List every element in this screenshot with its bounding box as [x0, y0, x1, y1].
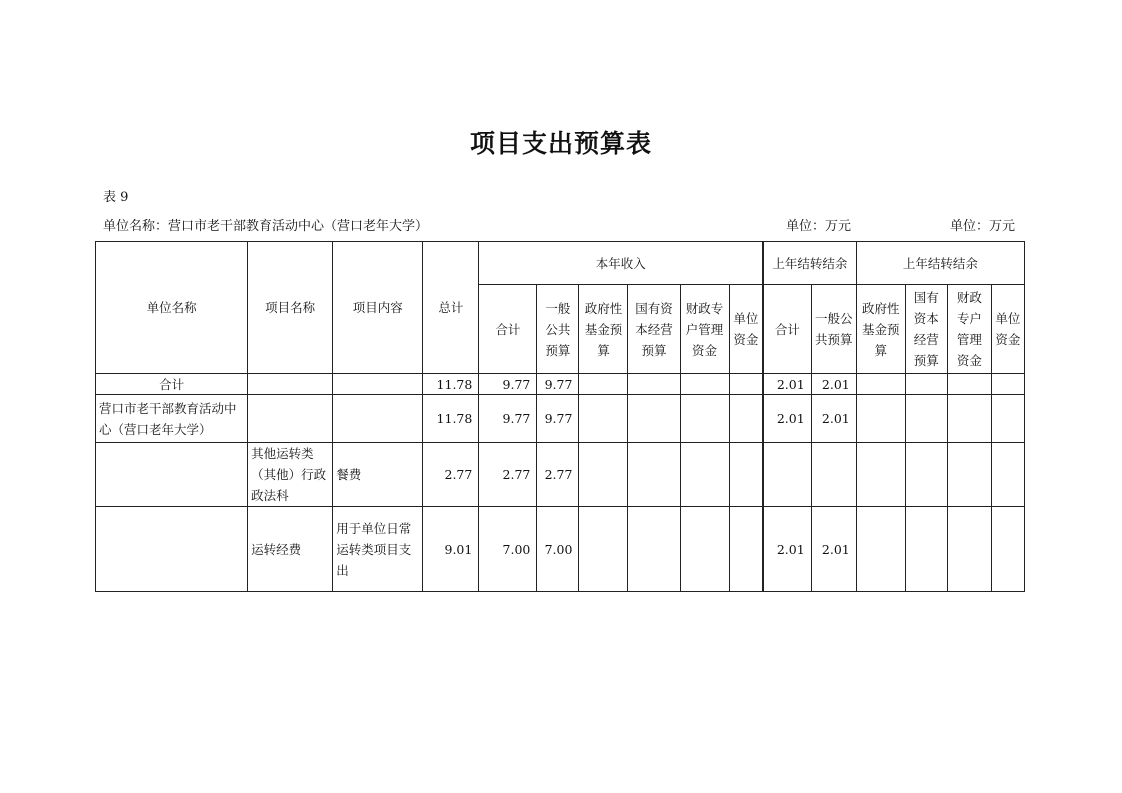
cell-income-state-capital	[628, 374, 680, 395]
header-income-fiscal-special: 财政专户管理资金	[680, 285, 729, 374]
header-row-top	[96, 242, 1025, 285]
cell-income-gov-fund	[579, 507, 628, 592]
currency-unit-label: 单位：万元	[786, 219, 852, 234]
header-carry-unit-funds: 单位资金	[991, 285, 1024, 374]
header-carry-state-capital: 国有资本经营预算	[905, 285, 947, 374]
cell-carry-state-capital	[905, 507, 947, 592]
cell-total: 11.78	[423, 374, 479, 395]
cell-project: 其他运转类（其他）行政政法科	[248, 443, 333, 507]
cell-income-general: 2.77	[537, 443, 579, 507]
cell-carry-subtotal	[763, 443, 811, 507]
cell-carry-unit-funds	[991, 507, 1024, 592]
header-carry-subtotal: 合计	[763, 285, 811, 374]
cell-carry-gov-fund	[856, 374, 905, 395]
table-number: 表 9	[103, 190, 129, 205]
header-carry-general-budget: 一般公共预算	[811, 285, 856, 374]
cell-carry-unit-funds	[991, 374, 1024, 395]
cell-income-unit-funds	[729, 507, 763, 592]
header-current-income: 本年收入	[479, 242, 763, 285]
cell-carry-general: 2.01	[811, 507, 856, 592]
cell-carry-unit-funds	[991, 395, 1024, 443]
cell-carry-gov-fund	[856, 395, 905, 443]
cell-total: 9.01	[423, 507, 479, 592]
header-income-gov-fund: 政府性基金预算	[579, 285, 628, 374]
cell-project	[248, 395, 333, 443]
budget-table	[95, 241, 1025, 592]
header-project-content: 项目内容	[333, 242, 423, 374]
cell-income-gov-fund	[579, 443, 628, 507]
cell-carry-subtotal: 2.01	[763, 374, 811, 395]
table-row	[96, 395, 1025, 443]
table-row	[96, 507, 1025, 592]
cell-content	[333, 374, 423, 395]
cell-income-unit-funds	[729, 443, 763, 507]
cell-carry-gov-fund	[856, 507, 905, 592]
cell-income-gov-fund	[579, 374, 628, 395]
cell-carry-fiscal-special	[947, 395, 991, 443]
cell-content	[333, 395, 423, 443]
cell-carry-state-capital	[905, 443, 947, 507]
header-carry-fiscal-special: 财政专户管理资金	[947, 285, 991, 374]
cell-carry-general: 2.01	[811, 395, 856, 443]
cell-carry-general	[811, 443, 856, 507]
cell-unit: 合计	[96, 374, 248, 395]
cell-unit	[96, 443, 248, 507]
cell-content: 餐费	[333, 443, 423, 507]
cell-income-general: 7.00	[537, 507, 579, 592]
cell-unit	[96, 507, 248, 592]
header-unit-name: 单位名称	[96, 242, 248, 374]
cell-income-fiscal-special	[680, 443, 729, 507]
cell-income-state-capital	[628, 395, 680, 443]
header-income-unit-funds: 单位资金	[729, 285, 763, 374]
header-carryover-secondary: 上年结转结余	[856, 242, 1024, 285]
page-title: 项目支出预算表	[469, 129, 652, 158]
cell-income-general: 9.77	[537, 395, 579, 443]
cell-income-fiscal-special	[680, 374, 729, 395]
cell-carry-gov-fund	[856, 443, 905, 507]
cell-content: 用于单位日常运转类项目支出	[333, 507, 423, 592]
cell-income-state-capital	[628, 443, 680, 507]
cell-income-state-capital	[628, 507, 680, 592]
cell-carry-unit-funds	[991, 443, 1024, 507]
cell-carry-state-capital	[905, 374, 947, 395]
cell-carry-fiscal-special	[947, 507, 991, 592]
cell-project	[248, 374, 333, 395]
table-row	[96, 374, 1025, 395]
cell-income-unit-funds	[729, 395, 763, 443]
header-total: 总计	[423, 242, 479, 374]
cell-carry-general: 2.01	[811, 374, 856, 395]
cell-income-fiscal-special	[680, 395, 729, 443]
cell-carry-subtotal: 2.01	[763, 395, 811, 443]
cell-project: 运转经费	[248, 507, 333, 592]
header-project-name: 项目名称	[248, 242, 333, 374]
cell-total: 11.78	[423, 395, 479, 443]
cell-carry-subtotal: 2.01	[763, 507, 811, 592]
cell-total: 2.77	[423, 443, 479, 507]
cell-carry-state-capital	[905, 395, 947, 443]
header-carryover: 上年结转结余	[763, 242, 856, 285]
cell-income-unit-funds	[729, 374, 763, 395]
cell-unit: 营口市老干部教育活动中心（营口老年大学）	[96, 395, 248, 443]
table-row	[96, 443, 1025, 507]
header-income-state-capital: 国有资本经营预算	[628, 285, 680, 374]
header-income-subtotal: 合计	[479, 285, 537, 374]
cell-income-fiscal-special	[680, 507, 729, 592]
cell-income-subtotal: 9.77	[479, 374, 537, 395]
header-carry-gov-fund: 政府性基金预算	[856, 285, 905, 374]
cell-carry-fiscal-special	[947, 374, 991, 395]
currency-unit-label-secondary: 单位：万元	[950, 219, 1016, 234]
cell-income-gov-fund	[579, 395, 628, 443]
cell-income-subtotal: 7.00	[479, 507, 537, 592]
cell-carry-fiscal-special	[947, 443, 991, 507]
cell-income-subtotal: 2.77	[479, 443, 537, 507]
header-income-general-budget: 一般公共预算	[537, 285, 579, 374]
unit-name-line: 单位名称：营口市老干部教育活动中心（营口老年大学）	[103, 219, 429, 234]
cell-income-general: 9.77	[537, 374, 579, 395]
cell-income-subtotal: 9.77	[479, 395, 537, 443]
